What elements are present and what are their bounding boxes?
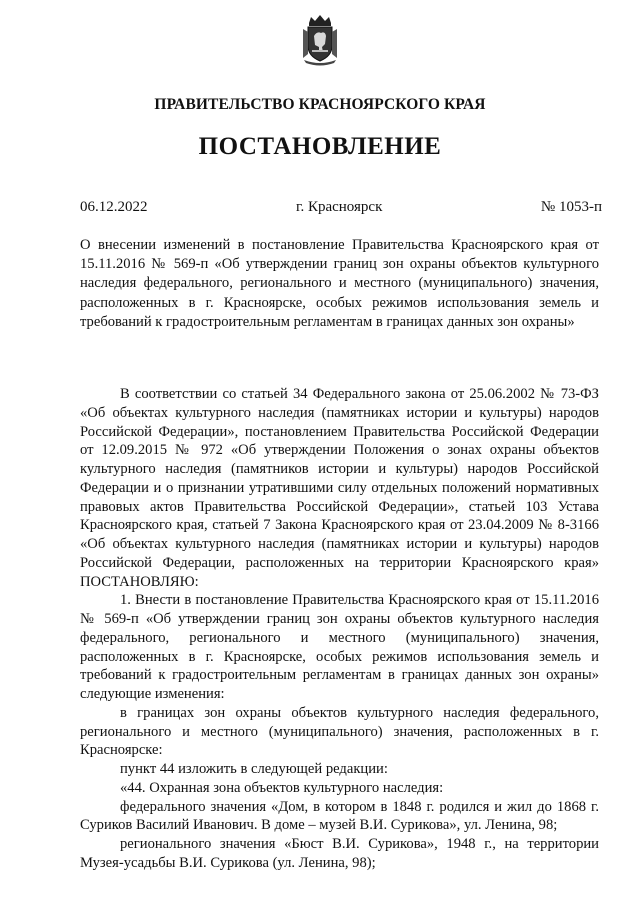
document-date: 06.12.2022	[80, 199, 148, 215]
document-body	[80, 385, 599, 873]
body-paragraph: В соответствии со статьей 34 Федерального закона от 25.06.2002 № 73-ФЗ «Об объектах культурного наследия (памятниках истории и культуры) народов Российской Федерации», постановлением Правительства Российской Федерации от 12.09.2015 № 972 «Об утверждении Положения о зонах охраны объектов культурного наследия (памятников истории и культуры) народов Российской Федерации и о признании утратившими силу отдельных положений нормативных правовых актов Правительства Российской Федерации», статьей 103 Устава Красноярского края, статьей 7 Закона Красноярского края от 23.04.2009 № 8-3166 «Об объектах культурного наследия (памятниках истории и культуры) народов Российской Федерации, расположенных на территории Красноярского края» ПОСТАНОВЛЯЮ:	[80, 386, 599, 590]
body-paragraph: федерального значения «Дом, в котором в 1848 г. родился и жил до 1868 г. Суриков Василий Иванович. В доме – музей В.И. Сурикова», ул. Ленина, 98;	[80, 798, 599, 834]
body-paragraph: пункт 44 изложить в следующей редакции:	[120, 761, 388, 777]
document-city: г. Красноярск	[296, 199, 383, 215]
document-subject: О внесении изменений в постановление Правительства Красноярского края от 15.11.2016 № 569-п «Об утверждении границ зон охраны объектов культурного наследия федерального, регионального и местного (муниципального) значения, расположенных в г. Красноярске, особых режимов использования земель и требований к градостроительным регламентам в границах данных зон охраны»	[80, 237, 599, 330]
body-paragraph: «44. Охранная зона объектов культурного наследия:	[120, 779, 444, 796]
body-paragraph: в границах зон охраны объектов культурного наследия федерального, регионального и местного (муниципального) значения, расположенных в г. Красноярске:	[80, 704, 599, 759]
body-paragraph: 1. Внести в постановление Правительства Красноярского края от 15.11.2016 № 569-п «Об утверждении границ зон охраны объектов культурного наследия федерального, регионального и местного (муниципального) значения, расположенных в г. Красноярске, особых режимов использования земель и требований к градостроительным регламентам в границах данных зон охраны» следующие изменения:	[80, 592, 599, 702]
document-number: № 1053-п	[540, 199, 602, 215]
organization-title: ПРАВИТЕЛЬСТВО КРАСНОЯРСКОГО КРАЯ	[154, 96, 486, 113]
body-paragraph: регионального значения «Бюст В.И. Сурикова», 1948 г., на территории Музея-усадьбы В.И. Сурикова (ул. Ленина, 98);	[80, 836, 599, 871]
krasnoyarsk-coat-of-arms-icon	[300, 14, 340, 66]
document-type-title: ПОСТАНОВЛЕНИЕ	[198, 133, 442, 160]
